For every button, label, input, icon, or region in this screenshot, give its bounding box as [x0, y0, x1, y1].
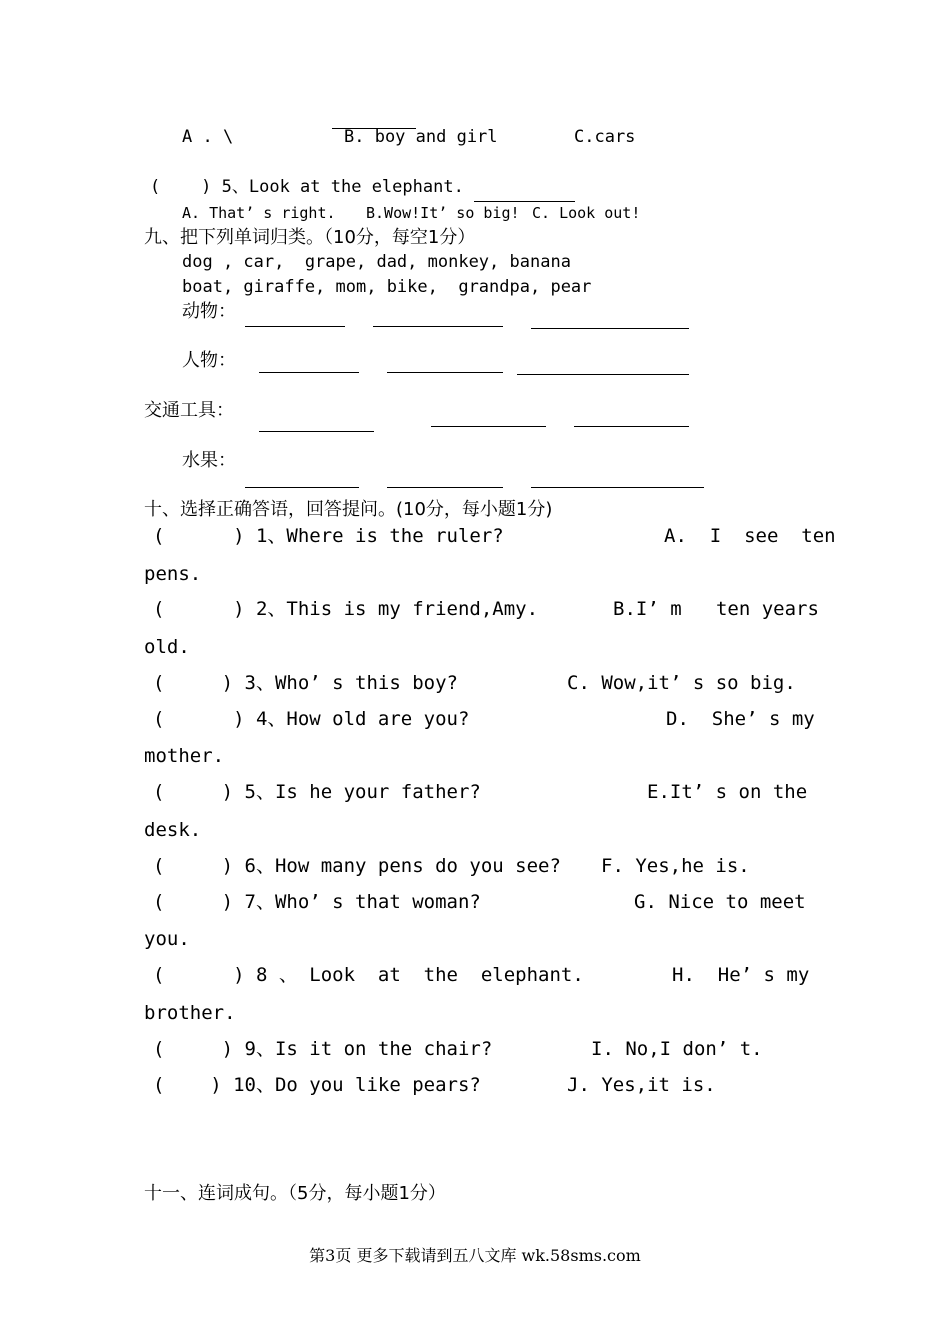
match-question: ( ) 2、This is my friend,Amy. — [153, 598, 539, 620]
match-answer: C. Wow,it’ s so big. — [567, 672, 796, 694]
match-question: ( ) 7、Who’ s that woman? — [153, 891, 481, 913]
match-answer: I. No,I don’ t. — [591, 1038, 763, 1060]
match-question: ( ) 8 、 Look at the elephant. — [153, 964, 584, 986]
answer-blank — [531, 328, 689, 329]
match-answer-continued: old. — [144, 636, 190, 658]
match-answer: D. She’ s my — [666, 708, 815, 730]
section-title: 九、把下列单词归类。（10分，每空1分） — [144, 227, 476, 248]
section-title: 十一、连词成句。（5分，每小题1分） — [144, 1183, 446, 1204]
match-answer-continued: you. — [144, 928, 190, 950]
match-answer: F. Yes,he is. — [601, 855, 750, 877]
answer-underline — [474, 201, 575, 202]
category-label: 水果： — [182, 450, 236, 471]
match-question: ( ) 1、Where is the ruler? — [153, 525, 504, 547]
answer-blank — [531, 487, 704, 488]
answer-blank — [387, 487, 503, 488]
match-question: ( ) 3、Who’ s this boy? — [153, 672, 458, 694]
word-list: dog , car, grape, dad, monkey, banana — [182, 252, 571, 272]
match-question: ( ) 6、How many pens do you see? — [153, 855, 561, 877]
match-answer: B.I’ m ten years — [613, 598, 819, 620]
option-a: A. That’ s right. — [182, 204, 336, 222]
answer-blank — [245, 487, 359, 488]
answer-blank — [245, 326, 345, 327]
category-label: 交通工具： — [144, 400, 234, 421]
section-title: 十、选择正确答语，回答提问。(10分，每小题1分) — [144, 499, 553, 520]
option-a: A . \ — [182, 127, 234, 147]
answer-blank — [259, 431, 374, 432]
word-list: boat, giraffe, mom, bike, grandpa, pear — [182, 277, 592, 297]
answer-blank — [574, 426, 689, 427]
match-answer: J. Yes,it is. — [567, 1074, 716, 1096]
answer-blank — [387, 372, 503, 373]
answer-blank — [259, 372, 359, 373]
match-answer-continued: pens. — [144, 563, 202, 585]
option-b: B. boy and girl — [344, 127, 498, 147]
match-answer-continued: mother. — [144, 745, 225, 767]
match-question: ( ) 10、Do you like pears? — [153, 1074, 481, 1096]
match-answer-continued: brother. — [144, 1002, 236, 1024]
match-answer: A. I see ten — [664, 525, 836, 547]
answer-blank — [517, 374, 689, 375]
match-answer: H. He’ s my — [672, 964, 810, 986]
option-c: C.cars — [574, 127, 636, 147]
option-b: B.Wow!It’ so big! — [366, 204, 520, 222]
answer-blank — [373, 326, 503, 327]
question-stem: ( ) 5、Look at the elephant. — [150, 177, 464, 197]
category-label: 人物： — [182, 350, 236, 371]
match-question: ( ) 4、How old are you? — [153, 708, 470, 730]
match-answer: E.It’ s on the — [647, 781, 808, 803]
page-footer: 第3页 更多下载请到五八文库 wk.58sms.com — [309, 1246, 641, 1265]
match-answer-continued: desk. — [144, 819, 202, 841]
match-answer: G. Nice to meet — [634, 891, 806, 913]
category-label: 动物： — [182, 301, 236, 322]
option-c: C. Look out! — [532, 204, 641, 222]
match-question: ( ) 9、Is it on the chair? — [153, 1038, 493, 1060]
match-question: ( ) 5、Is he your father? — [153, 781, 481, 803]
answer-blank — [431, 426, 546, 427]
